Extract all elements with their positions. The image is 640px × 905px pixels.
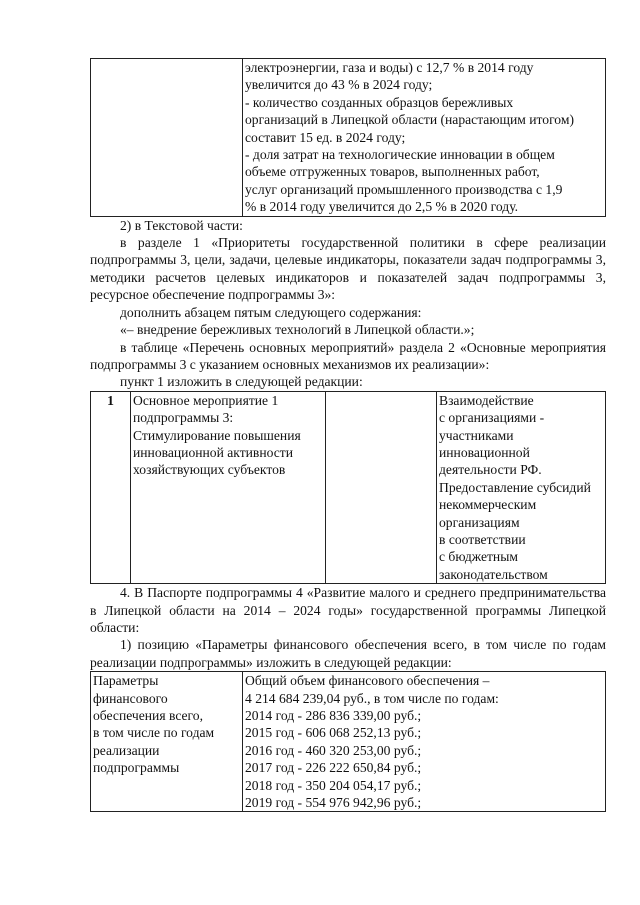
funding-label-cell (91, 672, 243, 812)
text-line: инновационной активности (133, 444, 294, 460)
funding-values-cell (243, 672, 606, 812)
text-line: Стимулирование повышения (133, 427, 301, 443)
text-line: составит 15 ед. в 2024 году; (245, 129, 406, 145)
text-line: участниками (439, 427, 514, 443)
text-line: с организациями - (439, 410, 545, 426)
text-line: с бюджетным (439, 549, 518, 565)
text-line: объеме отгруженных товаров, выполненных работ, (245, 164, 540, 180)
paragraph: дополнить абзацем пятым следующего содержания: (120, 304, 422, 320)
text-line: организациям (439, 514, 520, 530)
text-line: реализации (93, 742, 160, 758)
text-line: 2014 год - 286 836 339,00 руб.; (245, 708, 422, 724)
text-line: законодательством (439, 566, 548, 582)
paragraph: «– внедрение бережливых технологий в Липецкой области.»; (120, 322, 475, 338)
text-line: обеспечения всего, (93, 708, 203, 724)
paragraph: в разделе 1 «Приоритеты государственной политики в сфере реализации подпрограммы 3, цели, задачи, целевые индикаторы, показатели задач подпрограммы 3, методики расчетов целевых индикаторов и показателей задач подпрограммы 3, ресурсное обеспечение подпрограммы 3»: (90, 235, 606, 303)
text-line: 2015 год - 606 068 252,13 руб.; (245, 725, 422, 741)
text-line: Параметры (93, 673, 159, 689)
text-line: 4 214 684 239,04 руб., в том числе по годам: (245, 690, 499, 706)
paragraph: 2) в Текстовой части: (120, 217, 243, 233)
text-line: 2019 год - 554 976 942,96 руб.; (245, 795, 422, 811)
paragraph: 1) позицию «Параметры финансового обеспечения всего, в том числе по годам реализации подпрограммы» изложить в следующей редакции: (90, 637, 606, 670)
activities-table-empty-cell (326, 391, 437, 583)
text-line: Основное мероприятие 1 (133, 392, 279, 408)
document-page (90, 58, 606, 812)
text-line: 2016 год - 460 320 253,00 руб.; (245, 742, 422, 758)
indicators-table (90, 58, 606, 217)
paragraph: пункт 1 изложить в следующей редакции: (120, 374, 363, 390)
activity-name-cell (131, 391, 326, 583)
paragraph: 4. В Паспорте подпрограммы 4 «Развитие малого и среднего предпринимательства в Липецкой области на 2014 – 2024 годы» государственной программы Липецкой области: (90, 585, 606, 635)
text-line: подпрограммы 3: (133, 410, 234, 426)
text-line: хозяйствующих субъектов (133, 462, 286, 478)
text-line: Предоставление субсидий (439, 479, 591, 495)
text-line: подпрограммы (93, 760, 180, 776)
funding-table (90, 671, 606, 812)
text-line: услуг организаций промышленного производства с 1,9 (245, 181, 563, 197)
activity-number: 1 (91, 391, 131, 583)
text-line: организаций в Липецкой области (нарастающим итогом) (245, 112, 574, 128)
text-line: Общий объем финансового обеспечения – (245, 673, 490, 689)
text-line: финансового (93, 690, 168, 706)
text-line: - количество созданных образцов бережливых (245, 94, 514, 110)
text-line: деятельности РФ. (439, 462, 542, 478)
text-line: некоммерческим (439, 497, 537, 513)
indicators-table-empty-cell (91, 59, 243, 217)
text-line: 2018 год - 350 204 054,17 руб.; (245, 777, 422, 793)
activity-mechanism-cell (437, 391, 606, 583)
text-line: Взаимодействие (439, 392, 534, 408)
text-line: в соответствии (439, 531, 526, 547)
text-line: увеличится до 43 % в 2024 году; (245, 77, 433, 93)
text-line: электроэнергии, газа и воды) с 12,7 % в 2014 году (245, 60, 534, 75)
indicators-table-text-cell (243, 59, 606, 217)
text-line: инновационной (439, 444, 530, 460)
activities-table (90, 391, 606, 584)
text-line: % в 2014 году увеличится до 2,5 % в 2020 году. (245, 199, 519, 215)
text-line: 2017 год - 226 222 650,84 руб.; (245, 760, 422, 776)
text-line: в том числе по годам (93, 725, 215, 741)
paragraph: в таблице «Перечень основных мероприятий» раздела 2 «Основные мероприятия подпрограммы 3 с указанием основных механизмов их реализации»: (90, 339, 606, 372)
text-line: - доля затрат на технологические инновации в общем (245, 147, 555, 163)
